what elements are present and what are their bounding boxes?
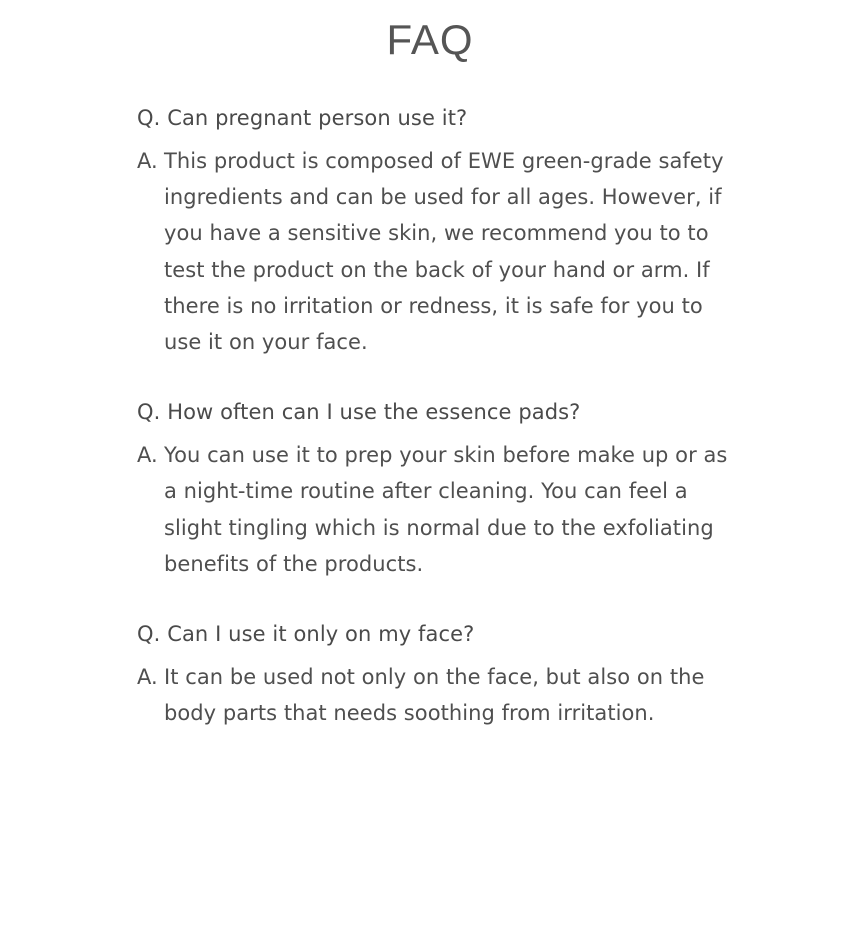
question-prefix: Q. — [137, 400, 161, 425]
faq-item — [137, 100, 737, 360]
answer-text: This product is composed of EWE green-grade safety ingredients and can be used for all ages. However, if you have a sensitive skin, we recommend you to to test the product on the back of your hand or arm. If there is no irritation or redness, it is safe for you to use it on your face. — [164, 149, 724, 355]
page-title: FAQ — [386, 16, 474, 63]
question-text: Can I use it only on my face? — [167, 622, 475, 647]
faq-answer — [137, 659, 737, 731]
faq-question — [137, 100, 737, 136]
answer-prefix: A. — [137, 443, 158, 468]
answer-text: It can be used not only on the face, but also on the body parts that needs soothing from irritation. — [164, 665, 705, 726]
faq-item — [137, 616, 737, 731]
faq-answer — [137, 143, 737, 360]
answer-prefix: A. — [137, 149, 158, 173]
faq-question — [137, 394, 737, 430]
faq-question — [137, 616, 737, 652]
question-text: Can pregnant person use it? — [167, 106, 468, 130]
answer-text: You can use it to prep your skin before make up or as a night-time routine after cleaning. You can feel a slight tingling which is normal due to the exfoliating benefits of the products. — [164, 443, 728, 576]
question-prefix: Q. — [137, 622, 161, 647]
faq-list — [137, 100, 737, 765]
faq-answer — [137, 437, 737, 582]
question-prefix: Q. — [137, 106, 161, 130]
faq-item — [137, 394, 737, 582]
answer-prefix: A. — [137, 665, 158, 690]
question-text: How often can I use the essence pads? — [167, 400, 581, 425]
